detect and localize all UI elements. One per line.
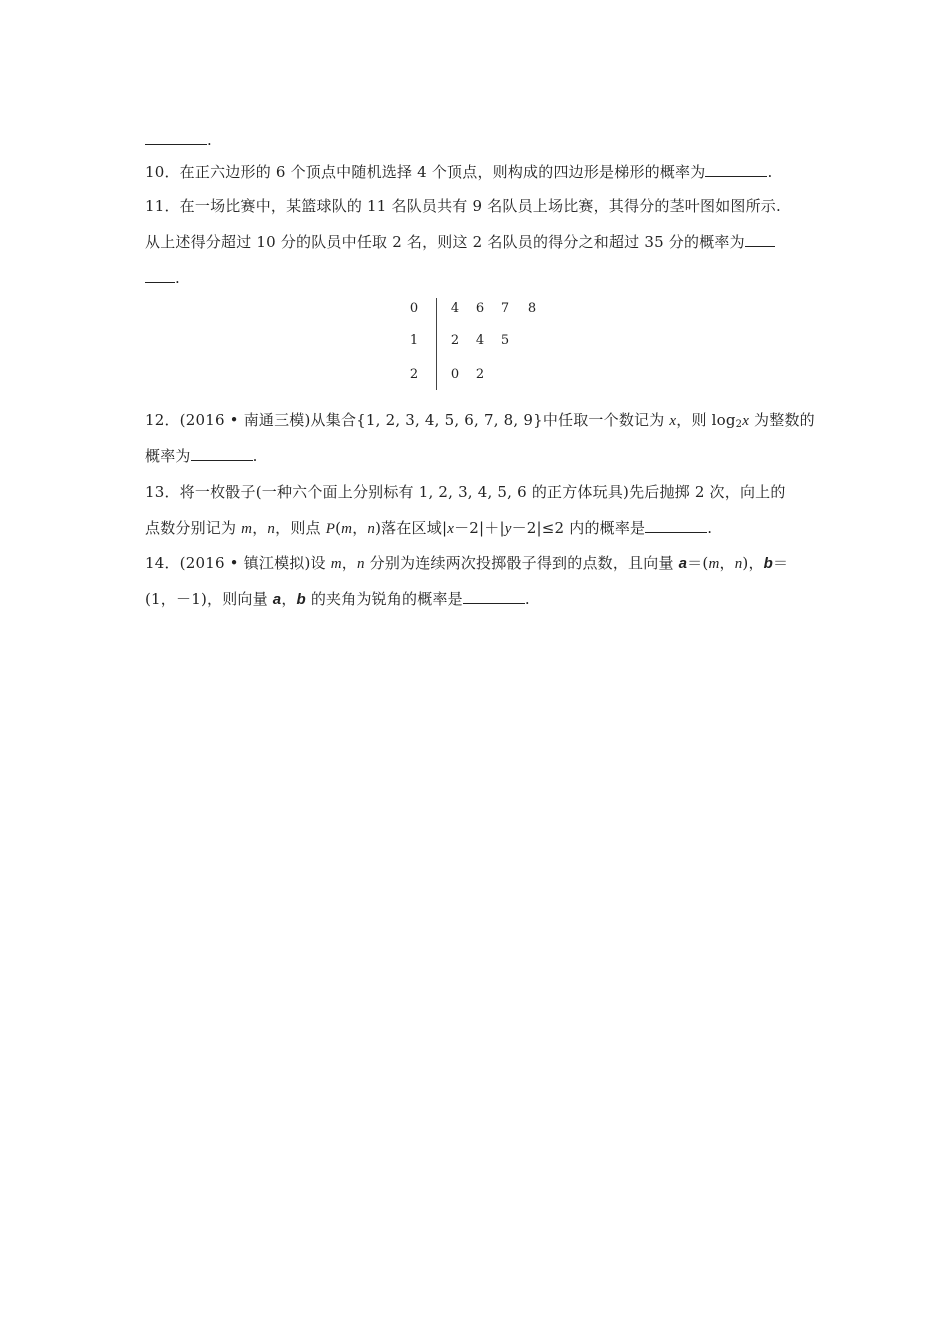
question-11-line-2 bbox=[145, 232, 775, 252]
question-13-text: )落在区域| bbox=[375, 519, 448, 537]
question-12-text: 概率为 bbox=[145, 447, 191, 465]
question-12-line-2 bbox=[145, 446, 258, 466]
question-13-text: －2|＋| bbox=[454, 519, 505, 537]
stem-leaf-plot bbox=[398, 298, 558, 392]
leaf: 5 bbox=[500, 333, 510, 348]
answer-blank bbox=[191, 446, 253, 461]
period: . bbox=[207, 131, 212, 149]
answer-blank bbox=[145, 268, 175, 283]
question-13-line-1 bbox=[145, 482, 786, 502]
log-base: 2 bbox=[735, 419, 743, 430]
comma: ， bbox=[252, 519, 268, 537]
period: . bbox=[707, 519, 713, 537]
question-10-text: 10．在正六边形的 6 个顶点中随机选择 4 个顶点，则构成的四边形是梯形的概率为 bbox=[145, 163, 706, 181]
paren: ( bbox=[335, 519, 342, 537]
question-14-line-1 bbox=[145, 553, 788, 574]
question-13-line-2 bbox=[145, 518, 712, 539]
stem-1: 1 bbox=[409, 333, 419, 348]
leaf: 4 bbox=[450, 301, 460, 316]
leaf: 2 bbox=[450, 333, 460, 348]
vector-a: a bbox=[678, 555, 688, 572]
leaf: 0 bbox=[450, 367, 460, 382]
vector-a: a bbox=[272, 591, 282, 608]
leaf: 6 bbox=[475, 301, 485, 316]
variable-m: m bbox=[708, 556, 720, 572]
vector-b: b bbox=[296, 591, 306, 608]
period: . bbox=[252, 447, 258, 465]
variable-n: n bbox=[734, 556, 743, 572]
comma: ， bbox=[719, 554, 735, 572]
question-11-line-1 bbox=[145, 196, 781, 216]
question-14-line-2 bbox=[145, 589, 530, 610]
question-13-text: 点数分别记为 bbox=[145, 519, 242, 537]
question-12-text: ，则 log bbox=[676, 411, 736, 429]
question-14-text: 分别为连续两次投掷骰子得到的点数，且向量 bbox=[364, 554, 679, 572]
question-11-text-1: 11．在一场比赛中，某篮球队的 11 名队员共有 9 名队员上场比赛，其得分的茎叶图如图所示. bbox=[145, 197, 781, 215]
question-11-line-3 bbox=[145, 268, 180, 288]
question-14-text: 14．(2016 • 镇江模拟)设 bbox=[145, 554, 331, 572]
variable-m: m bbox=[341, 521, 353, 537]
leaf: 4 bbox=[475, 333, 485, 348]
question-13-text: 13．将一枚骰子(一种六个面上分别标有 1, 2, 3, 4, 5, 6 的正方体玩具)先后抛掷 2 次，向上的 bbox=[145, 483, 786, 501]
leaf: 7 bbox=[500, 301, 510, 316]
stem-0: 0 bbox=[409, 301, 419, 316]
comma: ， bbox=[352, 519, 368, 537]
leaf: 8 bbox=[527, 301, 537, 316]
answer-blank bbox=[463, 589, 525, 604]
variable-y: y bbox=[504, 521, 512, 537]
question-10 bbox=[145, 162, 772, 182]
variable-p: P bbox=[325, 521, 336, 537]
leaf: 2 bbox=[475, 367, 485, 382]
answer-blank bbox=[745, 232, 775, 247]
variable-n: n bbox=[367, 521, 376, 537]
period: . bbox=[524, 590, 530, 608]
answer-blank bbox=[645, 518, 707, 533]
question-13-text: ，则点 bbox=[275, 519, 326, 537]
previous-answer-blank-line bbox=[145, 130, 212, 150]
variable-x: x bbox=[742, 413, 750, 429]
question-12-line-1 bbox=[145, 410, 815, 435]
question-14-text: ＝ bbox=[773, 554, 789, 572]
period: . bbox=[767, 163, 773, 181]
variable-n: n bbox=[267, 521, 276, 537]
variable-x: x bbox=[669, 413, 677, 429]
comma: ， bbox=[341, 554, 357, 572]
question-12-text: 为整数的 bbox=[749, 411, 815, 429]
variable-n: n bbox=[356, 556, 365, 572]
variable-x: x bbox=[447, 521, 455, 537]
question-11-text-2: 从上述得分超过 10 分的队员中任取 2 名，则这 2 名队员的得分之和超过 35 分的概率为 bbox=[145, 233, 745, 251]
stem-leaf-divider bbox=[436, 298, 437, 390]
comma: ， bbox=[281, 590, 297, 608]
variable-m: m bbox=[330, 556, 342, 572]
question-14-text: 的夹角为锐角的概率是 bbox=[305, 590, 463, 608]
stem-2: 2 bbox=[409, 367, 419, 382]
question-14-text: )， bbox=[742, 554, 764, 572]
question-14-text: (1，－1)，则向量 bbox=[145, 590, 273, 608]
question-13-text: －2|≤2 内的概率是 bbox=[511, 519, 646, 537]
question-14-text: ＝( bbox=[687, 554, 709, 572]
answer-blank bbox=[145, 130, 207, 145]
vector-b: b bbox=[763, 555, 774, 572]
variable-m: m bbox=[241, 521, 253, 537]
question-12-text: 12．(2016 • 南通三模)从集合{1, 2, 3, 4, 5, 6, 7, 8, 9}中任取一个数记为 bbox=[145, 411, 670, 429]
period: . bbox=[175, 269, 180, 287]
answer-blank bbox=[705, 162, 767, 177]
